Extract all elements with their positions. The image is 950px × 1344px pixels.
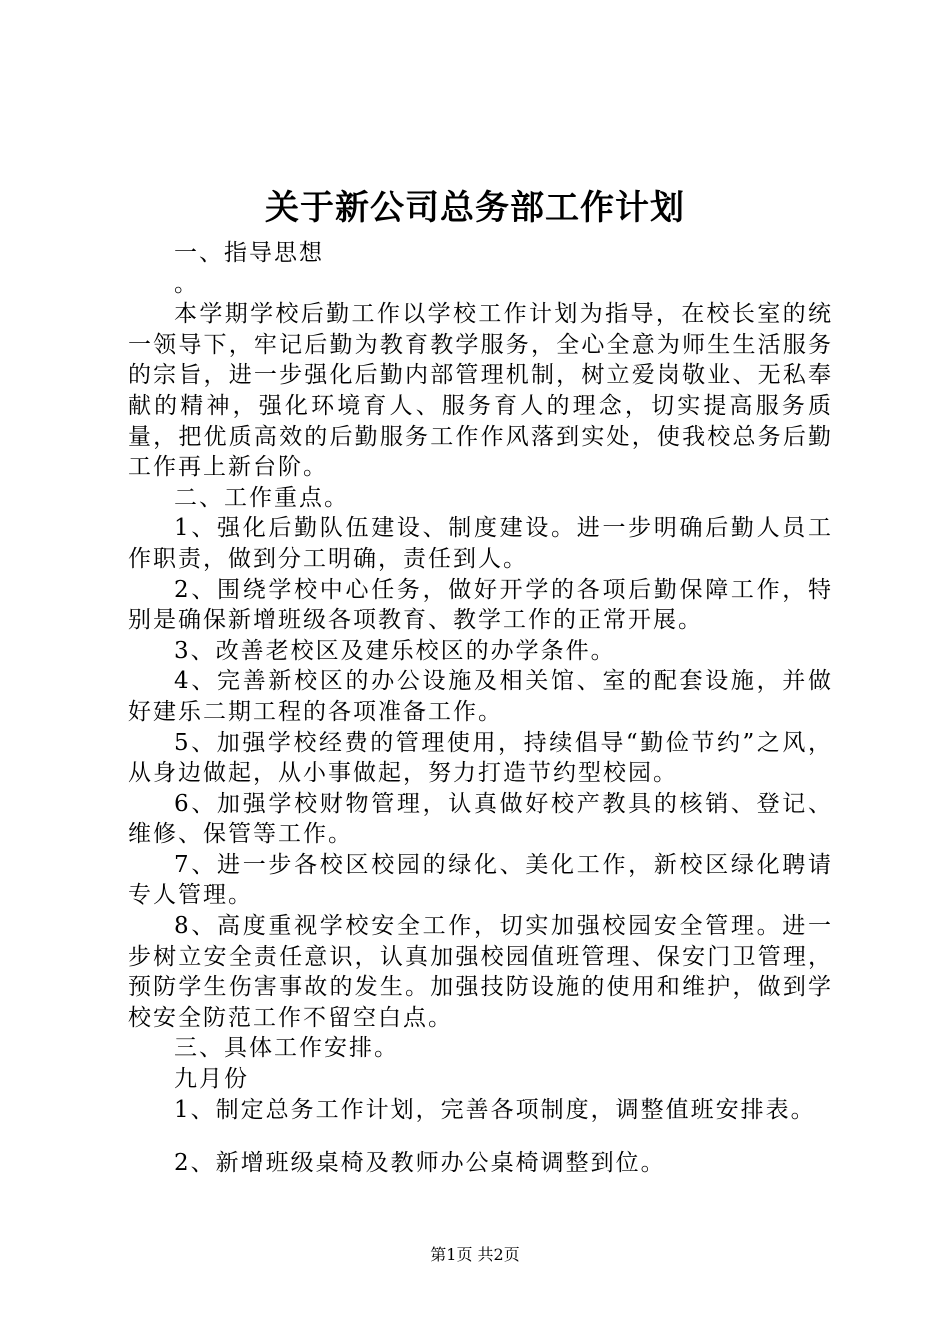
page-footer: 第1页 共2页: [430, 1245, 520, 1264]
list-item-8: 8、高度重视学校安全工作，切实加强校园安全管理。进一步树立安全责任意识，认真加强校园值班管理、保安门卫管理，预防学生伤害事故的发生。加强技防设施的使用和维护，做到学校安全防范工作不留空白点。: [128, 913, 833, 1031]
month-heading-september: 九月份: [174, 1066, 249, 1093]
schedule-item-2: 2、新增班级桌椅及教师办公桌椅调整到位。: [174, 1150, 666, 1177]
paragraph-intro: 本学期学校后勤工作以学校工作计划为指导，在校长室的统一领导下，牢记后勤为教育教学服务，全心全意为师生生活服务的宗旨，进一步强化后勤内部管理机制，树立爱岗敬业、无私奉献的精神，强化环境育人、服务育人的理念，切实提高服务质量，把优质高效的后勤服务工作作风落到实处，使我校总务后勤工作再上新台阶。: [128, 301, 833, 481]
section-heading-key-work: 二、工作重点。: [174, 484, 349, 511]
document-title: 关于新公司总务部工作计划: [265, 188, 685, 228]
section-heading-guiding-thought: 一、指导思想: [174, 240, 324, 266]
section-heading-schedule: 三、具体工作安排。: [174, 1035, 399, 1062]
document-body: [128, 238, 833, 1179]
list-item-5: 5、加强学校经费的管理使用，持续倡导“勤俭节约”之风，从身边做起，从小事做起，努力打造节约型校园。: [128, 729, 833, 787]
list-item-6: 6、加强学校财物管理，认真做好校产教具的核销、登记、维修、保管等工作。: [128, 790, 833, 848]
paragraph-period: 。: [174, 270, 199, 297]
list-item-4: 4、完善新校区的办公设施及相关馆、室的配套设施，并做好建乐二期工程的各项准备工作。: [128, 668, 833, 725]
list-item-1: 1、强化后勤队伍建设、制度建设。进一步明确后勤人员工作职责，做到分工明确，责任到人。: [128, 515, 833, 572]
list-item-3: 3、改善老校区及建乐校区的办学条件。: [174, 637, 616, 664]
list-item-2: 2、围绕学校中心任务，做好开学的各项后勤保障工作，特别是确保新增班级各项教育、教学工作的正常开展。: [128, 576, 833, 634]
list-item-7: 7、进一步各校区校园的绿化、美化工作，新校区绿化聘请专人管理。: [128, 851, 833, 909]
schedule-item-1: 1、制定总务工作计划，完善各项制度，调整值班安排表。: [174, 1096, 816, 1123]
